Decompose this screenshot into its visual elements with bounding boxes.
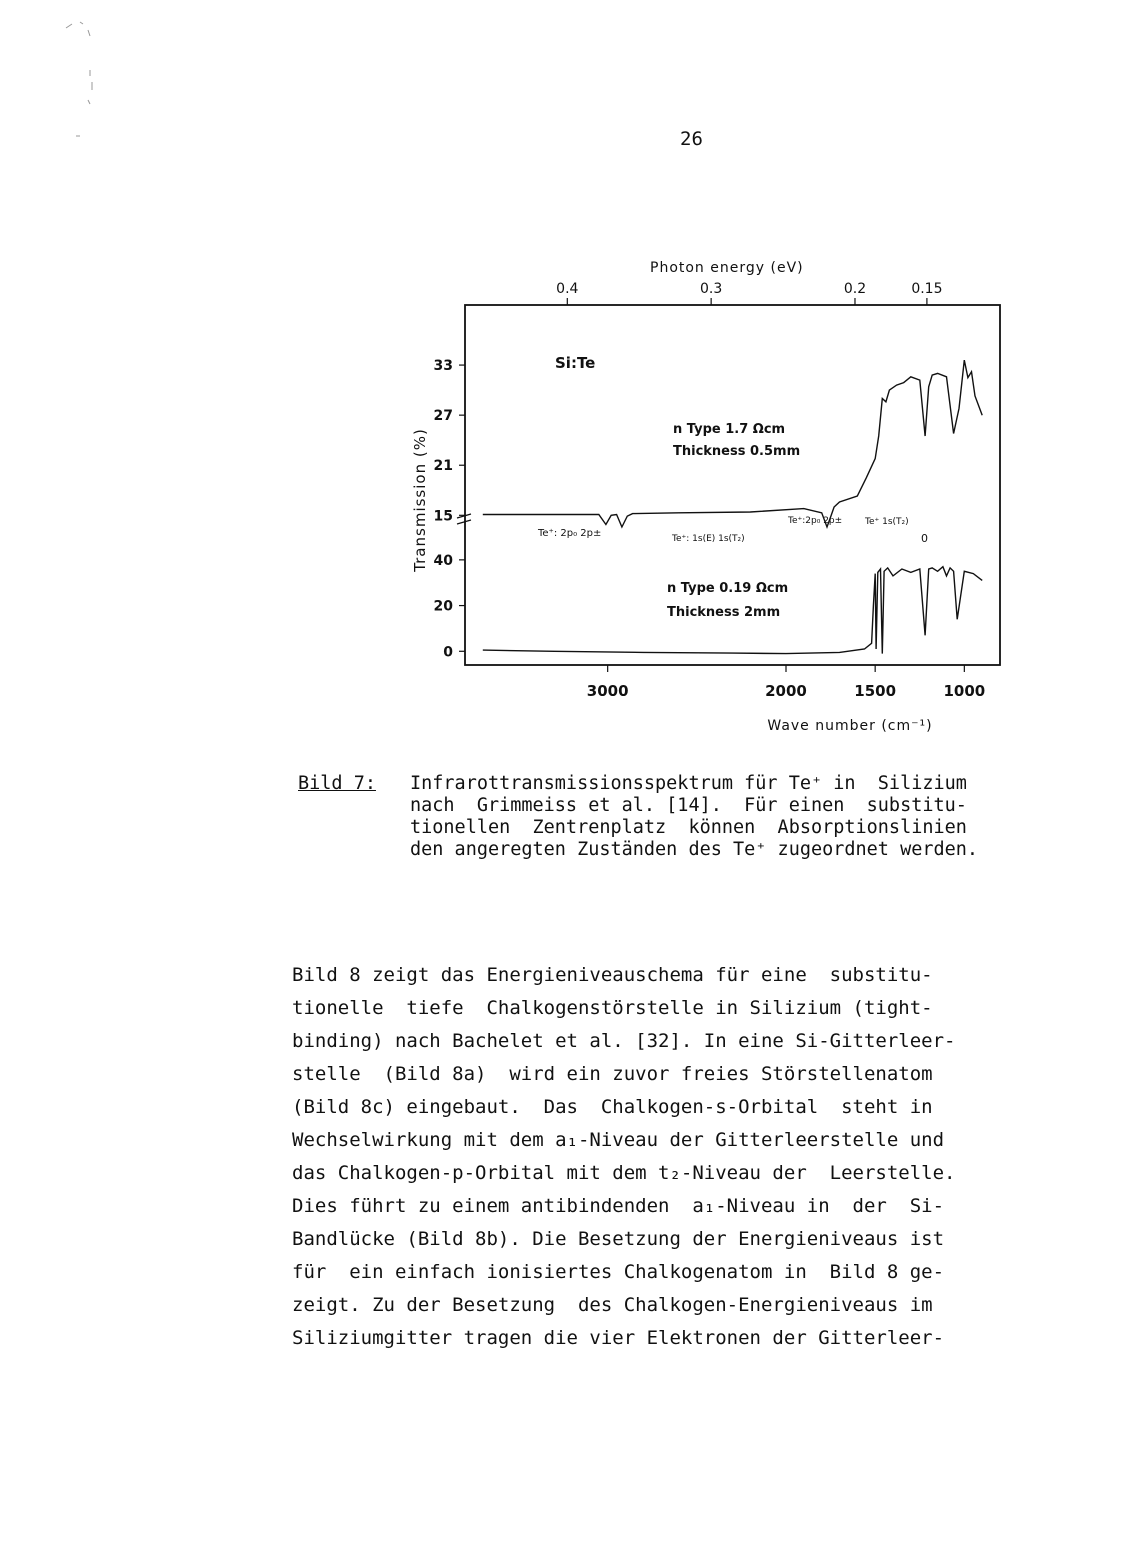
body-line: Siliziumgitter tragen die vier Elektronen der Gitterleer-	[292, 1327, 945, 1349]
x-tick-label: 2000	[765, 682, 807, 700]
annotation-te-1s-right: Te⁺ 1s(T₂)	[865, 517, 909, 527]
body-line: zeigt. Zu der Besetzung des Chalkogen-Energieniveaus im	[292, 1294, 933, 1316]
annotation-zero: 0	[921, 532, 928, 545]
x-tick-label: 1000	[943, 682, 986, 700]
x2-tick-label: 0.3	[700, 281, 723, 297]
body-line: binding) nach Bachelet et al. [32]. In eine Si-Gitterleer-	[292, 1030, 956, 1052]
lower-curve-label-line1: n Type 0.19 Ωcm	[667, 581, 789, 596]
scan-artifacts	[58, 10, 118, 150]
body-line: Dies führt zu einem antibindenden a₁-Niveau in der Si-	[292, 1195, 945, 1217]
upper-curve-label-line1: n Type 1.7 Ωcm	[673, 422, 786, 437]
y-tick-label: 33	[433, 358, 453, 375]
spectrum-chart	[395, 250, 1035, 750]
annotation-te-1s: Te⁺: 1s(E) 1s(T₂)	[672, 534, 745, 544]
transmission-spectrum-figure	[395, 250, 1035, 754]
y-tick-label: 21	[433, 458, 453, 475]
sample-label: Si:Te	[555, 354, 596, 372]
caption-line: nach Grimmeiss et al. [14]. Für einen substitu-	[410, 795, 967, 816]
caption-line: den angeregten Zuständen des Te⁺ zugeordnet werden.	[410, 839, 979, 860]
x-tick-label: 1500	[854, 682, 897, 700]
x2-tick-label: 0.4	[556, 281, 579, 297]
y-tick-label: 0	[443, 644, 453, 661]
y-tick-label: 27	[433, 408, 453, 425]
y-tick-label: 40	[433, 552, 453, 569]
y-tick-label: 20	[433, 598, 453, 615]
body-line: das Chalkogen-p-Orbital mit dem t₂-Niveau der Leerstelle.	[292, 1162, 956, 1184]
body-line: Bandlücke (Bild 8b). Die Besetzung der Energieniveaus ist	[292, 1228, 945, 1250]
caption-line: tionellen Zentrenplatz können Absorptionslinien	[410, 817, 967, 838]
x2-tick-label: 0.2	[843, 281, 867, 297]
annotation-te-2p-right: Te⁺:2p₀ 2p±	[788, 516, 843, 526]
body-line: Bild 8 zeigt das Energieniveauschema für eine substitu-	[292, 964, 933, 986]
lower-curve-label-line2: Thickness 2mm	[667, 605, 781, 620]
caption-label: Bild 7:	[298, 773, 376, 794]
body-line: (Bild 8c) eingebaut. Das Chalkogen-s-Orbital steht in	[292, 1096, 933, 1118]
caption-line: Infrarottransmissionsspektrum für Te⁺ in Silizium	[410, 773, 967, 794]
body-line: stelle (Bild 8a) wird ein zuvor freies Störstellenatom	[292, 1063, 933, 1085]
body-line: tionelle tiefe Chalkogenstörstelle in Silizium (tight-	[292, 997, 933, 1019]
x-tick-label: 3000	[586, 682, 629, 700]
y-axis-title: Transmission (%)	[411, 428, 429, 572]
upper-curve-label-line2: Thickness 0.5mm	[673, 444, 801, 459]
body-line: Wechselwirkung mit dem a₁-Niveau der Gitterleerstelle und	[292, 1129, 945, 1151]
top-axis-title: Photon energy (eV)	[650, 260, 804, 276]
body-line: für ein einfach ionisiertes Chalkogenatom in Bild 8 ge-	[292, 1261, 945, 1283]
x2-tick-label: 0.15	[911, 281, 943, 297]
bottom-axis-title: Wave number (cm⁻¹)	[767, 718, 933, 734]
page-number: 26	[680, 128, 703, 150]
annotation-te-2p: Te⁺: 2p₀ 2p±	[538, 528, 602, 539]
y-tick-label: 15	[433, 508, 453, 525]
